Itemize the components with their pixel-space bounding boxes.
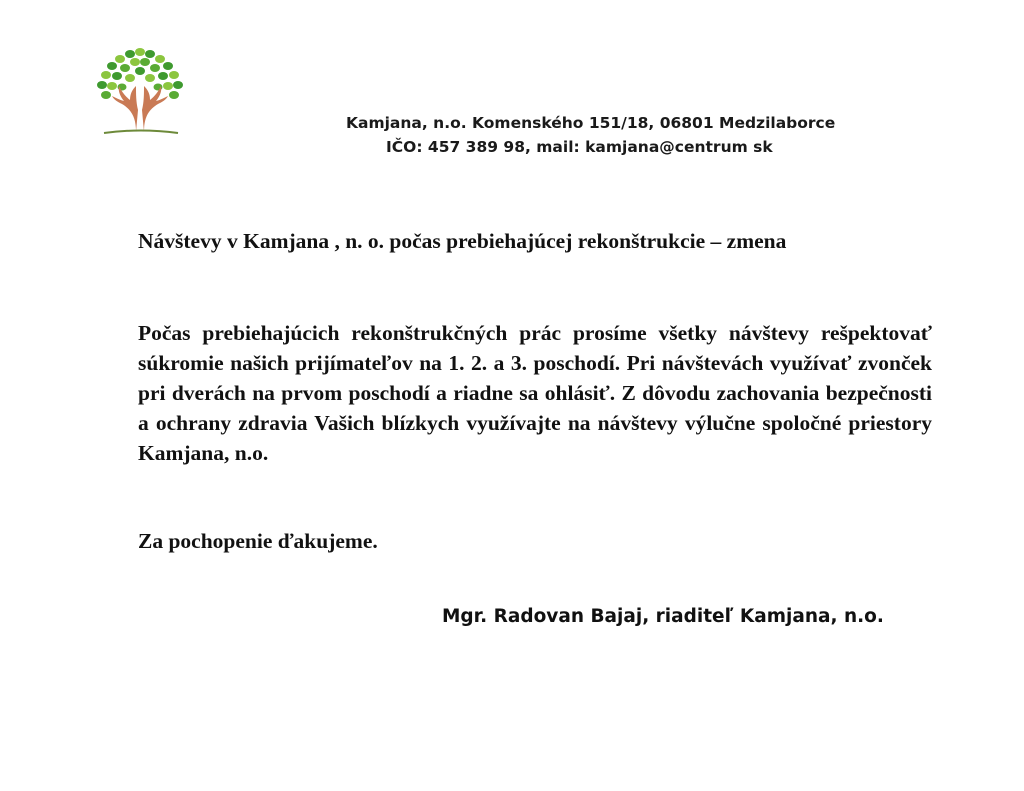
closing-thanks: Za pochopenie ďakujeme. xyxy=(138,529,378,553)
letterhead-address: Kamjana, n.o. Komenského 151/18, 06801 Medzilaborce xyxy=(346,114,836,132)
tree-hands-logo-icon xyxy=(92,44,188,136)
letterhead-contact: IČO: 457 389 98, mail: kamjana@centrum sk xyxy=(386,138,773,156)
signature-line: Mgr. Radovan Bajaj, riaditeľ Kamjana, n.o. xyxy=(442,606,884,627)
document-title: Návštevy v Kamjana , n. o. počas prebiehajúcej rekonštrukcie – zmena xyxy=(138,229,787,253)
document-body: Počas prebiehajúcich rekonštrukčných prác prosíme všetky návštevy rešpektovať súkromie našich prijímateľov na 1. 2. a 3. poschodí. Pri návštevách využívať zvonček pri dverách na prvom poschodí a riadne sa ohlásiť. Z dôvodu zachovania bezpečnosti a ochrany zdravia Vašich blízkych využívajte na návštevy výlučne spoločné priestory Kamjana, n.o. xyxy=(138,321,932,465)
